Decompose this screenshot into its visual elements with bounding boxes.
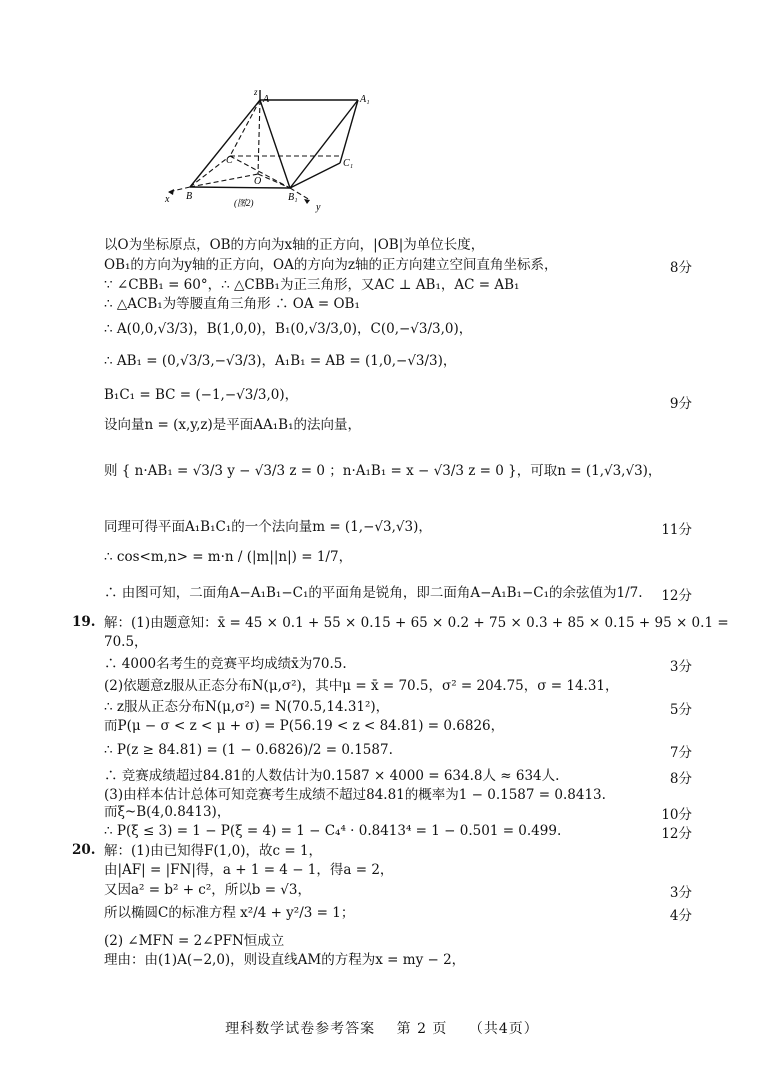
text-line: ∵ ∠CBB₁ = 60°，∴ △CBB₁为正三角形，又AC ⊥ AB₁，AC = AB₁ <box>104 277 520 293</box>
text-line: (2)依题意z服从正态分布N(μ,σ²)，其中μ = x̄ = 70.5，σ² = 204.75，σ = 14.31， <box>104 678 619 694</box>
score-label: 10分 <box>661 807 692 823</box>
text-line: ∴ △ACB₁为等腰直角三角形 ∴ OA = OB₁ <box>104 296 360 312</box>
question-number: 20. <box>72 842 96 858</box>
text-line: ∴ 4000名考生的竞赛平均成绩x̄为70.5. <box>104 656 347 672</box>
score-label: 3分 <box>669 659 692 675</box>
footer-total: （共4页） <box>468 1021 539 1037</box>
text-line: 以O为坐标原点，OB的方向为x轴的正方向，|OB|为单位长度， <box>104 237 485 253</box>
score-label: 8分 <box>669 260 692 276</box>
score-label: 5分 <box>669 702 692 718</box>
label-x: x <box>165 194 170 205</box>
text-line: 理由：由(1)A(−2,0)，则设直线AM的方程为x = my − 2， <box>104 952 466 968</box>
score-label: 7分 <box>669 745 692 761</box>
label-c: C <box>226 155 233 166</box>
label-o: O <box>254 176 262 187</box>
text-line: ∴ AB₁ = (0,√3/3,−√3/3)，A₁B₁ = AB = (1,0,−√3/3)， <box>104 353 457 369</box>
label-b1: B₁ <box>288 192 298 203</box>
score-label: 11分 <box>661 522 692 538</box>
text-line: 解：(1)由题意知：x̄ = 45 × 0.1 + 55 × 0.15 + 65 × 0.2 + 75 × 0.3 + 85 × 0.15 + 95 × 0.1 = <box>104 615 729 631</box>
score-label: 12分 <box>661 826 692 842</box>
text-line: 设向量n = (x,y,z)是平面AA₁B₁的法向量， <box>104 417 362 433</box>
text-line: 70.5， <box>104 634 148 650</box>
score-label: 3分 <box>669 885 692 901</box>
score-label: 12分 <box>661 588 692 604</box>
label-z: z <box>254 88 258 97</box>
footer-page: 第 2 页 <box>396 1021 448 1037</box>
question-number: 19. <box>72 614 96 630</box>
figure-caption: (图2) <box>234 198 254 208</box>
text-line: 而P(μ − σ < z < μ + σ) = P(56.19 < z < 84.81) = 0.6826， <box>104 718 505 734</box>
text-line: 同理可得平面A₁B₁C₁的一个法向量m = (1,−√3,√3)， <box>104 519 432 535</box>
footer-title: 理科数学试卷参考答案 <box>225 1021 376 1037</box>
score-label: 9分 <box>669 396 692 412</box>
geometry-figure <box>160 88 480 238</box>
page-footer <box>0 1018 764 1038</box>
text-line: ∴ z服从正态分布N(μ,σ²) = N(70.5,14.31²)， <box>104 699 390 715</box>
text-line: 而ξ~B(4,0.8413)， <box>104 804 231 820</box>
text-line: ∴ P(ξ ≤ 3) = 1 − P(ξ = 4) = 1 − C₄⁴ · 0.8413⁴ = 1 − 0.501 = 0.499. <box>104 823 562 839</box>
text-line: 解：(1)由已知得F(1,0)，故c = 1， <box>104 843 323 859</box>
label-b: B <box>186 191 193 202</box>
text-line: ∴ A(0,0,√3/3)，B(1,0,0)，B₁(0,√3/3,0)，C(0,−√3/3,0)， <box>104 321 473 337</box>
text-line: (3)由样本估计总体可知竞赛考生成绩不超过84.81的概率为1 − 0.1587 = 0.8413. <box>104 787 606 803</box>
text-line: B₁C₁ = BC = (−1,−√3/3,0)， <box>104 387 299 403</box>
score-label: 8分 <box>669 771 692 787</box>
text-line: ∴ cos<m,n> = m·n / (|m||n|) = 1/7， <box>104 549 353 565</box>
text-line: 由|AF| = |FN|得，a + 1 = 4 − 1，得a = 2， <box>104 862 394 878</box>
label-c1: C₁ <box>343 158 354 169</box>
label-a1: A₁ <box>360 94 370 105</box>
score-label: 4分 <box>669 908 692 924</box>
label-y: y <box>316 202 321 213</box>
text-line: ∴ 竞赛成绩超过84.81的人数估计为0.1587 × 4000 = 634.8人 ≈ 634人. <box>104 768 560 784</box>
text-line: 则 { n·AB₁ = √3/3 y − √3/3 z = 0 ；n·A₁B₁ = x − √3/3 z = 0 }，可取n = (1,√3,√3)， <box>104 463 662 479</box>
text-line: ∴ 由图可知，二面角A−A₁B₁−C₁的平面角是锐角，即二面角A−A₁B₁−C₁的余弦值为1/7. <box>104 585 643 601</box>
text-line: (2) ∠MFN = 2∠PFN恒成立 <box>104 933 285 949</box>
text-line: 所以椭圆C的标准方程 x²/4 + y²/3 = 1； <box>104 905 355 921</box>
text-line: 又因a² = b² + c²，所以b = √3， <box>104 882 312 898</box>
text-line: ∴ P(z ≥ 84.81) = (1 − 0.6826)/2 = 0.1587. <box>104 742 393 758</box>
text-line: OB₁的方向为y轴的正方向，OA的方向为z轴的正方向建立空间直角坐标系， <box>104 257 558 273</box>
label-a: A <box>263 94 270 105</box>
